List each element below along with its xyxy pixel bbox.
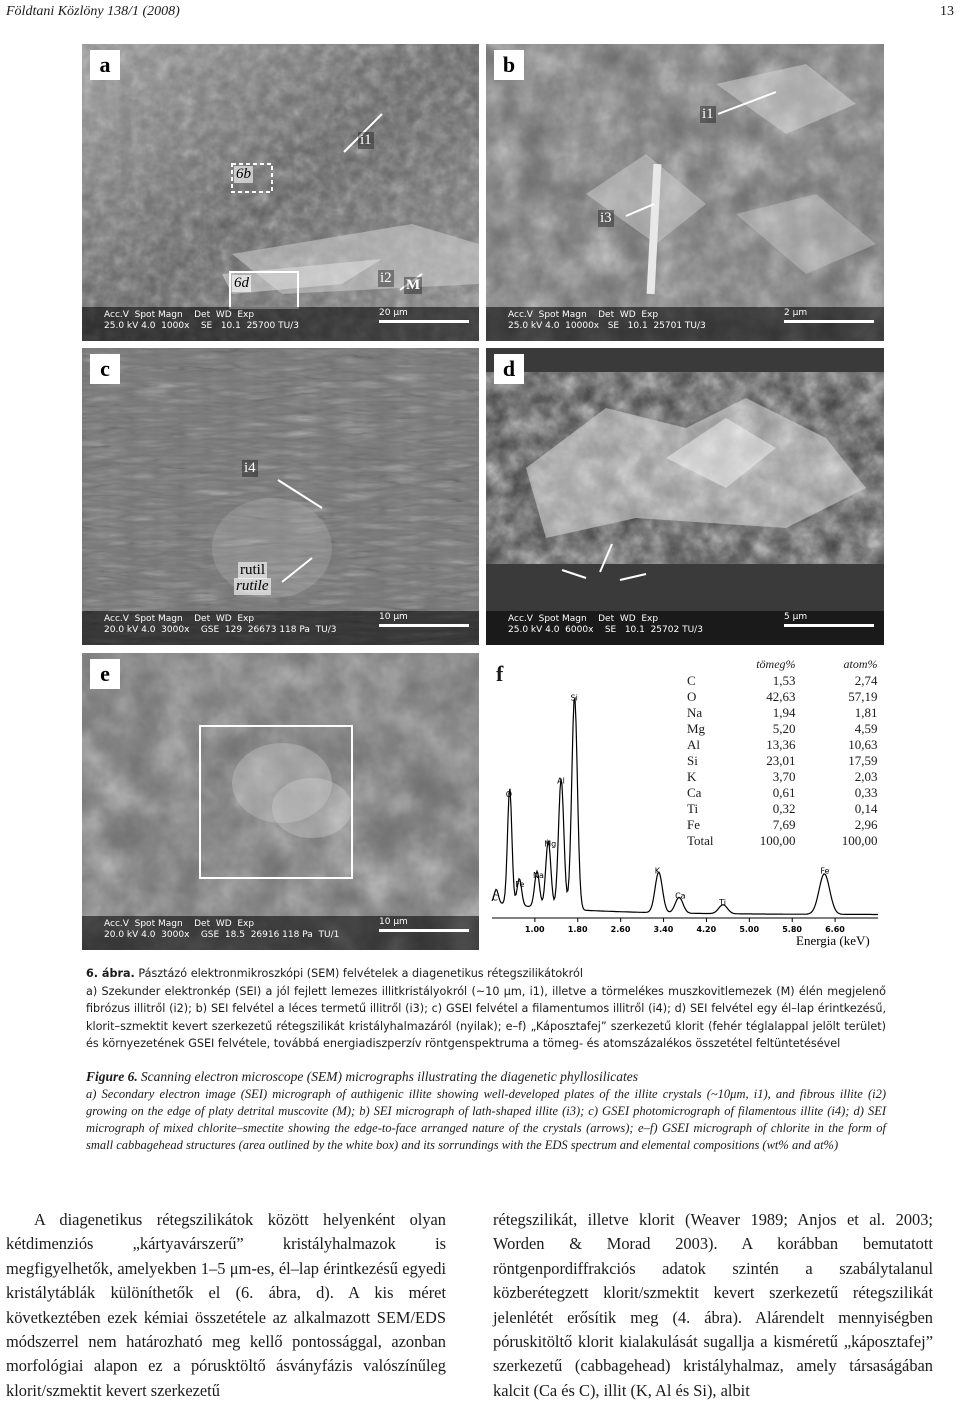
sem-panel-d <box>486 348 884 645</box>
element-symbol: Ca <box>687 784 702 800</box>
composition-row <box>681 689 884 705</box>
atom-percent: 0,33 <box>854 784 878 800</box>
composition-row <box>681 705 884 721</box>
peak-label: Ca <box>675 891 686 901</box>
annotation-6b: 6b <box>236 166 251 182</box>
body-text-left-column: A diagenetikus rétegszilikátok között helyenként olyan kétdimenziós „kártyavárszerű” kristályhalmazok is megfigyelhetők, amelyekben 1–5 μm-es, él–lap érintkezésű egyedi kristálytáblák különíthetők el (6. ábra, d). A kis méret következtében ezek kémiai összetétele az alkalmazott SEM/EDS módszerrel nem határozható meg kellő pontossággal, azonban morfológiai alapon ez a pórusktöltő ásványfázis valószínűleg klorit/szmektit kevert szerkezetű <box>6 1210 446 1400</box>
peak-label: Ti <box>719 898 726 907</box>
weight-percent: 0,32 <box>772 800 796 816</box>
composition-header-element <box>681 657 720 673</box>
composition-table <box>681 657 884 849</box>
weight-percent: 1,94 <box>772 704 796 720</box>
peak-label: Mg <box>544 839 557 849</box>
weight-percent: 7,69 <box>772 816 796 832</box>
sem-panel-b <box>486 44 884 341</box>
sem-info-bar-d: Acc.V Spot Magn Det WD Exp 25.0 kV 4.0 6000x SE 10.1 25702 TU/3 <box>486 611 884 645</box>
x-tick-label: 3.40 <box>653 925 674 934</box>
x-tick-label: 4.20 <box>696 925 717 934</box>
weight-percent: 5,20 <box>772 720 796 736</box>
peak-label: Al <box>557 776 565 786</box>
weight-percent: 0,61 <box>772 784 796 800</box>
annotation-i1: i1 <box>702 106 714 122</box>
atom-percent: 17,59 <box>848 752 878 768</box>
annotation-i4: i4 <box>244 460 256 476</box>
weight-percent: 13,36 <box>766 736 796 752</box>
annotation-i3: i3 <box>600 210 612 226</box>
peak-label: Fe <box>820 866 830 876</box>
composition-row <box>681 673 884 689</box>
sem-panel-c <box>82 348 479 645</box>
figure-title-en: Scanning electron microscope (SEM) micrographs illustrating the diagenetic phyllosilicates <box>140 1069 639 1084</box>
panel-label-e: e <box>90 659 120 689</box>
sem-image-e <box>82 653 479 950</box>
element-symbol: Fe <box>687 816 700 832</box>
x-axis-label: Energia (keV) <box>796 933 870 948</box>
scale-bar-e: 10 μm <box>379 917 469 932</box>
peak-label: Fe <box>515 880 525 889</box>
element-symbol: Al <box>687 736 700 752</box>
figure-title-hu: Pásztázó elektronmikroszkópi (SEM) felvételek a diagenetikus rétegszilikátokról <box>138 967 583 980</box>
peak-label: K <box>654 866 660 876</box>
element-symbol: Ti <box>687 800 699 816</box>
scale-bar-b: 2 μm <box>784 308 874 323</box>
element-symbol: Si <box>687 752 698 768</box>
weight-percent: 1,53 <box>772 672 796 688</box>
x-tick-label: 1.00 <box>524 925 545 934</box>
x-tick-label: 5.00 <box>739 925 760 934</box>
element-symbol: Total <box>687 832 714 848</box>
composition-row <box>681 833 884 849</box>
panel-label-f: f <box>496 661 504 686</box>
body-text-right-column: rétegszilikát, illetve klorit (Weaver 1989; Anjos et al. 2003; Worden & Morad 2003). A korábban bemutatott röntgenpordiffrakciós adatok szintén a szabálytalanul közberétegzett klorit/szmektit kevert szerkezetű rétegszilikát jelenlétét erősítik meg (4. ábra). Alárendelt mennyiségben póruskitöltő klorit kialakulását sugallja a kisméretű „káposztafej” szerkezetű (cabbagehead) kristályhalmaz, amely társaságában kalcit (Ca és C), illit (K, Al és Si), albit <box>493 1210 933 1400</box>
panel-label-d: d <box>494 354 524 384</box>
element-symbol: K <box>687 768 697 784</box>
weight-percent: 23,01 <box>766 752 796 768</box>
figure-label-hu: 6. ábra. <box>86 967 135 980</box>
panel-label-b: b <box>494 50 524 80</box>
annotation-muscovite: M <box>406 277 421 293</box>
sem-info-bar-a: Acc.V Spot Magn Det WD Exp 25.0 kV 4.0 1000x SE 10.1 25700 TU/3 <box>82 307 479 341</box>
scale-bar-a: 20 μm <box>379 308 469 323</box>
element-symbol: C <box>687 672 696 688</box>
annotation-rutil: rutil <box>240 562 265 578</box>
sem-image-d <box>486 348 884 645</box>
sem-panel-a <box>82 44 479 341</box>
panel-label-a: a <box>90 50 120 80</box>
atom-percent: 100,00 <box>841 832 878 848</box>
sem-info-bar-e: Acc.V Spot Magn Det WD Exp 20.0 kV 4.0 3000x GSE 18.5 26916 118 Pa TU/1 <box>82 916 479 950</box>
composition-row <box>681 817 884 833</box>
composition-row <box>681 785 884 801</box>
peak-label: Si <box>570 693 578 703</box>
annotation-6d: 6d <box>234 275 249 291</box>
composition-row <box>681 753 884 769</box>
composition-row <box>681 721 884 737</box>
x-tick-label: 5.80 <box>782 925 802 934</box>
weight-percent: 100,00 <box>759 832 796 848</box>
x-tick-label: 1.80 <box>567 925 588 934</box>
annotation-i2: i2 <box>380 270 392 286</box>
figure-text-en: a) Secondary electron image (SEI) micrograph of authigenic illite showing well-developed plates of the illite crystals (~10μm, i1), and fibrous illite (i2) growing on the edge of platy detrital muscovite (M); b) SEI micrograph of lath-shaped illite (i3); c) GSEI photomicrograph of filamentous illite (i4); d) SEI micrograph of mixed chlorite–smectite showing the edge-to-face arranged nature of the crystals (arrows); e–f) GSEI micrograph of chlorite in the form of small cabbagehead structures (area outlined by the white box) and its sorrundings with the EDS spectrum and elemental compositions (wt% and at%) <box>86 1087 886 1152</box>
peak-label: C <box>492 893 498 903</box>
x-tick-label: 6.60 <box>825 925 845 934</box>
sem-image-a <box>82 44 479 341</box>
sem-image-b <box>486 44 884 341</box>
element-symbol: Na <box>687 704 703 720</box>
atom-percent: 1,81 <box>854 704 878 720</box>
sem-info-bar-c: Acc.V Spot Magn Det WD Exp 20.0 kV 4.0 3000x GSE 129 26673 118 Pa TU/3 <box>82 611 479 645</box>
panel-label-c: c <box>90 354 120 384</box>
eds-panel-f <box>486 653 884 950</box>
composition-row <box>681 801 884 817</box>
atom-percent: 2,03 <box>854 768 878 784</box>
scale-bar-d: 5 μm <box>784 612 874 627</box>
atom-percent: 0,14 <box>854 800 878 816</box>
atom-percent: 2,74 <box>854 672 878 688</box>
x-tick-label: 2.60 <box>610 925 631 934</box>
peak-label: O <box>505 790 512 799</box>
figure-caption-english <box>86 1068 886 1154</box>
atom-percent: 10,63 <box>848 736 878 752</box>
sem-info-bar-b: Acc.V Spot Magn Det WD Exp 25.0 kV 4.0 10000x SE 10.1 25701 TU/3 <box>486 307 884 341</box>
composition-row <box>681 737 884 753</box>
element-symbol: Mg <box>687 720 706 736</box>
composition-row <box>681 769 884 785</box>
atom-percent: 4,59 <box>854 720 878 736</box>
weight-percent: 3,70 <box>772 768 796 784</box>
scale-bar-c: 10 μm <box>379 612 469 627</box>
annotation-i1: i1 <box>360 132 372 148</box>
sem-panel-e <box>82 653 479 950</box>
page-number: 13 <box>940 4 954 19</box>
sem-image-c <box>82 348 479 645</box>
element-symbol: O <box>687 688 697 704</box>
running-header-left: Földtani Közlöny 138/1 (2008) <box>6 4 180 19</box>
figure-text-hu: a) Szekunder elektronkép (SEI) a jól fejlett lemezes illitkristályokról (~10 μm, i1), illetve a törmelékes muszkovitlemezek (M) élén megjelenő fibrózus illitről (i2); b) SEI felvétel a léces termetű illitről (i3); c) GSEI felvétel a filamentumos illitről (i4); d) SEI felvétel egy él–lap érintkezésű, klorit–szmektit kevert szerkezetű rétegszilikát kristályhalmazáról (nyilak); e–f) „Káposztafej” szerkezetű klorit (fehér téglalappal jelölt terület) és környezetének GSEI felvétele, továbbá energiadiszperzív röntgenspektruma a tömeg- és atomszázalékos összetétel feltüntetésével <box>86 984 886 1050</box>
annotation-rutile: rutile <box>236 578 269 594</box>
peak-label: Na <box>533 871 544 880</box>
atom-percent: 2,96 <box>854 816 878 832</box>
weight-percent: 42,63 <box>766 688 796 704</box>
composition-header-wt: tömeg% <box>756 657 796 672</box>
atom-percent: 57,19 <box>848 688 878 704</box>
composition-header-at: atom% <box>843 657 878 672</box>
figure-caption-hungarian <box>86 965 886 1053</box>
figure-label-en: Figure 6. <box>86 1069 138 1084</box>
